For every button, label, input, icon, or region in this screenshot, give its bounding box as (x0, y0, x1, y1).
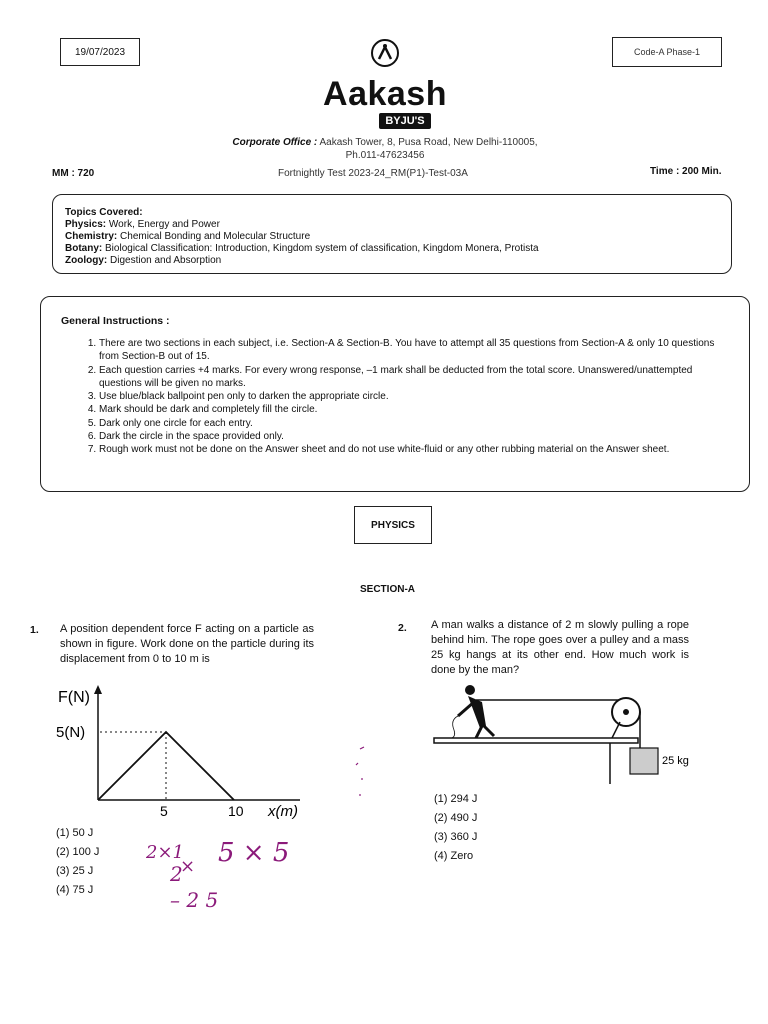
handwritten-note-2: × (180, 856, 196, 877)
hanging-mass (630, 748, 658, 774)
instruction-item: 7. Rough work must not be done on the Answer sheet and do not use white-fluid or any other rubbing material on the Answer sheet. (99, 443, 729, 456)
instructions-title: General Instructions : (61, 315, 170, 327)
handwritten-note-3: 2 (170, 862, 183, 886)
instruction-item: 5. Dark only one circle for each entry. (99, 417, 729, 430)
q1-option-3[interactable]: (3) 25 J (56, 865, 94, 877)
q1-option-1[interactable]: (1) 50 J (56, 827, 94, 839)
q2-pulley-figure (430, 676, 710, 786)
instruction-item: 1. There are two sections in each subject, i.e. Section-A & Section-B. You have to attempt all 35 questions from Section-A & only 10 questions from Section-B out of 15. (99, 337, 729, 364)
handwritten-note-1: 2×1 (146, 842, 184, 863)
q2-options (434, 790, 477, 866)
section-label: SECTION-A (360, 584, 415, 595)
instruction-item: 2. Each question carries +4 marks. For every wrong response, –1 mark shall be deducted from the total score. Unanswered/unattempted questions will be given no marks. (99, 364, 729, 391)
man-figure-icon (452, 685, 494, 738)
corporate-address: Aakash Tower, 8, Pusa Road, New Delhi-110005, (319, 137, 538, 148)
tick-5: 5 (160, 803, 168, 819)
q1-text: A position dependent force F acting on a particle as shown in figure. Work done on the particle during its displacement from 0 to 10 m is (60, 623, 314, 665)
max-marks: MM : 720 (52, 168, 95, 179)
x-axis-label: x(m) (268, 803, 298, 820)
test-name: Fortnightly Test 2023-24_RM(P1)-Test-03A (278, 168, 468, 179)
instruction-item: 4. Mark should be dark and completely fill the circle. (99, 403, 729, 416)
date-text: 19/07/2023 (74, 46, 126, 58)
q1-option-2[interactable]: (2) 100 J (56, 846, 100, 858)
subject-label: PHYSICS (371, 519, 415, 531)
corporate-label: Corporate Office : (232, 137, 318, 148)
instruction-item: 3. Use blue/black ballpoint pen only to darken the appropriate circle. (99, 390, 729, 403)
q1-options (56, 824, 99, 900)
topics-title: Topics Covered: (65, 207, 143, 218)
q2-option-1[interactable]: (1) 294 J (434, 793, 478, 805)
code-text: Code-A Phase-1 (633, 47, 701, 57)
q2-option-4[interactable]: (4) Zero (434, 850, 474, 862)
topic-chemistry: Chemistry: Chemical Bonding and Molecular Structure (65, 231, 311, 242)
tick-10: 10 (228, 803, 244, 819)
q1-force-graph (50, 682, 320, 822)
q1-option-4[interactable]: (4) 75 J (56, 884, 94, 896)
table-top (434, 738, 638, 743)
time-limit: Time : 200 Min. (650, 166, 722, 177)
q2-number: 2. (398, 622, 407, 634)
mass-label: 25 kg (662, 755, 689, 767)
peak-label: 5(N) (56, 724, 86, 741)
handwritten-note-5: – 2 5 (170, 888, 219, 912)
q1-number: 1. (30, 624, 39, 636)
instruction-item: 6. Dark the circle in the space provided only. (99, 430, 729, 443)
corporate-phone: Ph.011-47623456 (345, 150, 425, 161)
aakash-emblem-icon (370, 38, 400, 68)
instructions-box (40, 296, 750, 492)
q2-option-3[interactable]: (3) 360 J (434, 831, 478, 843)
y-axis-arrow-icon (94, 685, 102, 694)
topics-box (52, 194, 732, 274)
topic-zoology: Zoology: Digestion and Absorption (65, 255, 222, 266)
y-axis-label: F(N) (58, 689, 90, 706)
pen-marks (350, 745, 370, 805)
brand-name: Aakash (323, 75, 447, 113)
subject-box (354, 506, 432, 544)
topic-physics: Physics: Work, Energy and Power (65, 219, 220, 230)
pulley-bracket (612, 722, 620, 738)
brand-sub: BYJU'S (379, 113, 430, 129)
handwritten-note-4: 5 × 5 (218, 838, 290, 868)
q2-text: A man walks a distance of 2 m slowly pulling a rope behind him. The rope goes over a pulley and a mass 25 kg hangs at its other end. How much work is done by the man? (431, 619, 689, 676)
date-box (60, 38, 140, 66)
topic-botany: Botany: Biological Classification: Introduction, Kingdom system of classification, Kingdom Monera, Protista (65, 243, 539, 254)
corporate-office (150, 136, 620, 162)
code-box (612, 37, 722, 67)
q2-option-2[interactable]: (2) 490 J (434, 812, 478, 824)
brand-logo (300, 38, 470, 129)
instructions-list (61, 337, 729, 457)
